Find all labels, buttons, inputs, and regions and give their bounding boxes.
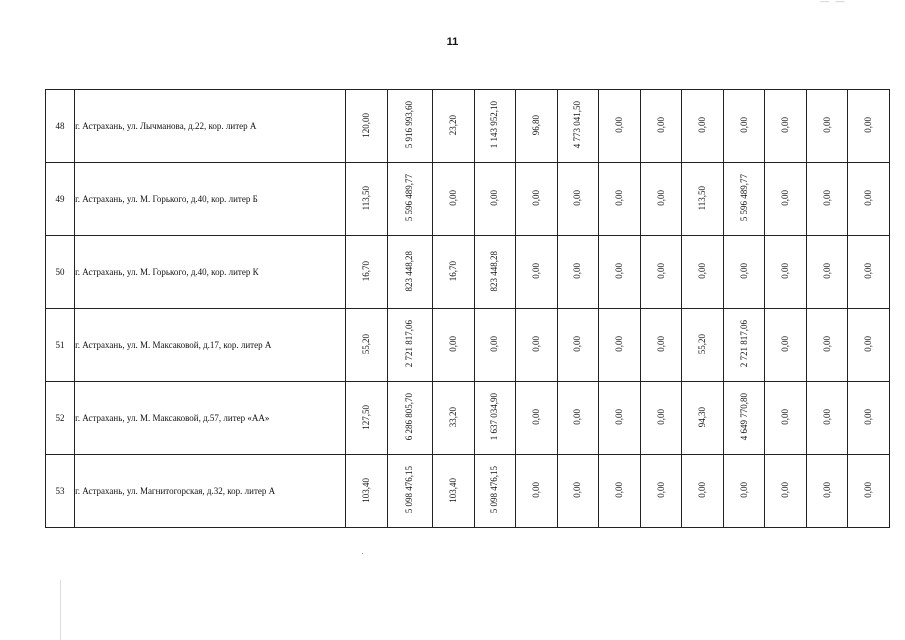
value-cell: [848, 455, 890, 528]
value-cell: [682, 455, 724, 528]
value-cell: [765, 309, 807, 382]
value-cell: [765, 455, 807, 528]
value-text: 0,00: [447, 336, 458, 352]
value-text: 0,00: [697, 263, 708, 279]
value-text: 0,00: [863, 409, 874, 425]
value-text: 0,00: [780, 336, 791, 352]
value-cell: [806, 382, 848, 455]
value-text: 0,00: [780, 409, 791, 425]
value-text: 5 596 489,77: [404, 174, 415, 222]
table-row: [46, 455, 890, 528]
value-text: 5 916 993,60: [404, 101, 415, 149]
value-text: 2 721 817,06: [738, 320, 749, 368]
value-cell: [557, 455, 599, 528]
value-cell: [599, 163, 641, 236]
value-cell: [516, 382, 558, 455]
value-cell: [682, 309, 724, 382]
value-cell: [765, 382, 807, 455]
value-cell: [640, 90, 682, 163]
value-text: 0,00: [780, 190, 791, 206]
value-cell: [387, 455, 433, 528]
value-text: 16,70: [360, 260, 371, 282]
value-text: 0,00: [738, 117, 749, 133]
value-text: 0,00: [489, 336, 500, 352]
value-cell: [723, 163, 765, 236]
value-cell: [557, 309, 599, 382]
page-number: 11: [446, 36, 459, 48]
value-text: 1 143 952,10: [489, 101, 500, 149]
value-cell: [557, 382, 599, 455]
value-cell: [433, 382, 475, 455]
row-number: 48: [46, 90, 75, 163]
corner-mark: — —: [820, 0, 847, 6]
value-text: 6 286 805,70: [404, 393, 415, 441]
value-cell: [806, 163, 848, 236]
value-cell: [557, 236, 599, 309]
value-cell: [848, 309, 890, 382]
value-cell: [848, 236, 890, 309]
scan-artifact-dot: [362, 553, 363, 554]
value-text: 0,00: [614, 409, 624, 425]
value-text: 0,00: [572, 482, 583, 498]
address-cell: г. Астрахань, ул. М. Максаковой, д.57, литер «АА»: [75, 382, 346, 455]
value-text: 0,00: [863, 190, 874, 206]
value-text: 0,00: [780, 482, 791, 498]
value-text: 1 637 034,90: [489, 393, 500, 441]
value-text: 0,00: [614, 263, 624, 279]
value-cell: [765, 90, 807, 163]
value-text: 4 649 770,80: [738, 393, 749, 441]
table-row: [46, 163, 890, 236]
value-text: 0,00: [572, 336, 583, 352]
value-text: 823 448,28: [489, 250, 500, 292]
address-cell: г. Астрахань, ул. Магнитогорская, д.32, кор. литер А: [75, 455, 346, 528]
address-cell: г. Астрахань, ул. М. Горького, д.40, кор. литер К: [75, 236, 346, 309]
value-cell: [806, 309, 848, 382]
value-text: 16,70: [447, 260, 458, 282]
row-number: 53: [46, 455, 75, 528]
value-cell: [599, 236, 641, 309]
value-cell: [474, 382, 516, 455]
value-cell: [433, 455, 475, 528]
value-text: 113,50: [360, 185, 371, 211]
value-cell: [387, 90, 433, 163]
value-cell: [723, 382, 765, 455]
value-text: 5 098 476,15: [404, 466, 415, 514]
value-cell: [599, 90, 641, 163]
value-text: 0,00: [821, 190, 832, 206]
value-text: 0,00: [697, 482, 708, 498]
value-cell: [474, 90, 516, 163]
value-text: 103,40: [447, 477, 458, 503]
value-text: 0,00: [655, 336, 666, 352]
value-text: 0,00: [614, 482, 624, 498]
data-table: [45, 89, 890, 528]
value-text: 0,00: [821, 117, 832, 133]
value-text: 0,00: [572, 263, 583, 279]
value-cell: [723, 309, 765, 382]
value-text: 0,00: [655, 263, 666, 279]
value-text: 0,00: [738, 482, 749, 498]
value-cell: [516, 236, 558, 309]
value-cell: [848, 382, 890, 455]
value-cell: [848, 90, 890, 163]
value-cell: [516, 309, 558, 382]
value-cell: [346, 236, 388, 309]
row-number: 49: [46, 163, 75, 236]
value-cell: [640, 236, 682, 309]
value-cell: [474, 309, 516, 382]
value-cell: [346, 90, 388, 163]
value-cell: [433, 90, 475, 163]
row-number: 51: [46, 309, 75, 382]
value-text: 103,40: [360, 477, 371, 503]
value-cell: [346, 455, 388, 528]
value-cell: [806, 455, 848, 528]
value-cell: [806, 236, 848, 309]
table-row: [46, 309, 890, 382]
value-cell: [557, 90, 599, 163]
value-text: 0,00: [614, 190, 624, 206]
value-text: 0,00: [863, 117, 874, 133]
value-text: 0,00: [655, 190, 666, 206]
value-cell: [433, 236, 475, 309]
value-cell: [765, 236, 807, 309]
row-number: 52: [46, 382, 75, 455]
value-cell: [682, 90, 724, 163]
value-cell: [682, 236, 724, 309]
value-text: 0,00: [655, 409, 666, 425]
value-text: 0,00: [863, 263, 874, 279]
address-cell: г. Астрахань, ул. М. Максаковой, д.17, кор. литер А: [75, 309, 346, 382]
value-text: 0,00: [572, 409, 583, 425]
address-cell: г. Астрахань, ул. М. Горького, д.40, кор. литер Б: [75, 163, 346, 236]
value-cell: [723, 236, 765, 309]
value-cell: [474, 163, 516, 236]
value-text: 823 448,28: [404, 250, 415, 292]
value-text: 0,00: [614, 336, 624, 352]
value-text: 0,00: [614, 117, 624, 133]
value-cell: [557, 163, 599, 236]
table-row: [46, 382, 890, 455]
value-text: 0,00: [530, 263, 541, 279]
value-text: 0,00: [821, 482, 832, 498]
value-cell: [640, 455, 682, 528]
value-text: 0,00: [821, 336, 832, 352]
table-row: [46, 90, 890, 163]
value-cell: [682, 382, 724, 455]
value-text: 0,00: [447, 190, 458, 206]
value-text: 0,00: [530, 482, 541, 498]
address-cell: г. Астрахань, ул. Лычманова, д.22, кор. литер А: [75, 90, 346, 163]
value-text: 2 721 817,06: [404, 320, 415, 368]
value-text: 0,00: [530, 409, 541, 425]
value-cell: [387, 309, 433, 382]
value-cell: [387, 382, 433, 455]
value-text: 0,00: [572, 190, 583, 206]
value-cell: [599, 455, 641, 528]
value-cell: [387, 236, 433, 309]
value-text: 55,20: [360, 333, 371, 355]
value-cell: [723, 455, 765, 528]
value-text: 0,00: [821, 263, 832, 279]
value-text: 5 596 489,77: [738, 174, 749, 222]
table-row: [46, 236, 890, 309]
value-text: 0,00: [655, 117, 666, 133]
value-cell: [765, 163, 807, 236]
value-cell: [346, 163, 388, 236]
value-cell: [848, 163, 890, 236]
value-text: 23,20: [447, 114, 458, 136]
value-text: 0,00: [530, 336, 541, 352]
value-cell: [516, 163, 558, 236]
value-cell: [682, 163, 724, 236]
value-text: 4 773 041,50: [572, 101, 583, 149]
value-text: 0,00: [655, 482, 666, 498]
value-cell: [346, 382, 388, 455]
value-text: 0,00: [738, 263, 749, 279]
row-number: 50: [46, 236, 75, 309]
value-cell: [640, 163, 682, 236]
value-cell: [640, 382, 682, 455]
value-text: 5 098 476,15: [489, 466, 500, 514]
value-text: 0,00: [780, 263, 791, 279]
value-text: 55,20: [697, 333, 708, 355]
value-cell: [599, 382, 641, 455]
value-text: 120,00: [360, 112, 371, 138]
value-cell: [599, 309, 641, 382]
value-cell: [346, 309, 388, 382]
value-text: 0,00: [780, 117, 791, 133]
value-text: 0,00: [821, 409, 832, 425]
scan-artifact-line: [60, 580, 61, 640]
value-text: 96,80: [530, 114, 541, 136]
value-text: 0,00: [863, 482, 874, 498]
value-text: 127,50: [360, 404, 371, 430]
value-text: 0,00: [489, 190, 500, 206]
value-cell: [516, 455, 558, 528]
value-cell: [516, 90, 558, 163]
value-cell: [387, 163, 433, 236]
value-text: 113,50: [697, 185, 708, 211]
value-cell: [723, 90, 765, 163]
value-text: 33,20: [447, 406, 458, 428]
value-cell: [806, 90, 848, 163]
value-cell: [474, 455, 516, 528]
value-text: 0,00: [863, 336, 874, 352]
value-cell: [433, 163, 475, 236]
value-cell: [640, 309, 682, 382]
value-text: 0,00: [697, 117, 708, 133]
value-text: 94,30: [697, 406, 708, 428]
value-text: 0,00: [530, 190, 541, 206]
value-cell: [433, 309, 475, 382]
value-cell: [474, 236, 516, 309]
